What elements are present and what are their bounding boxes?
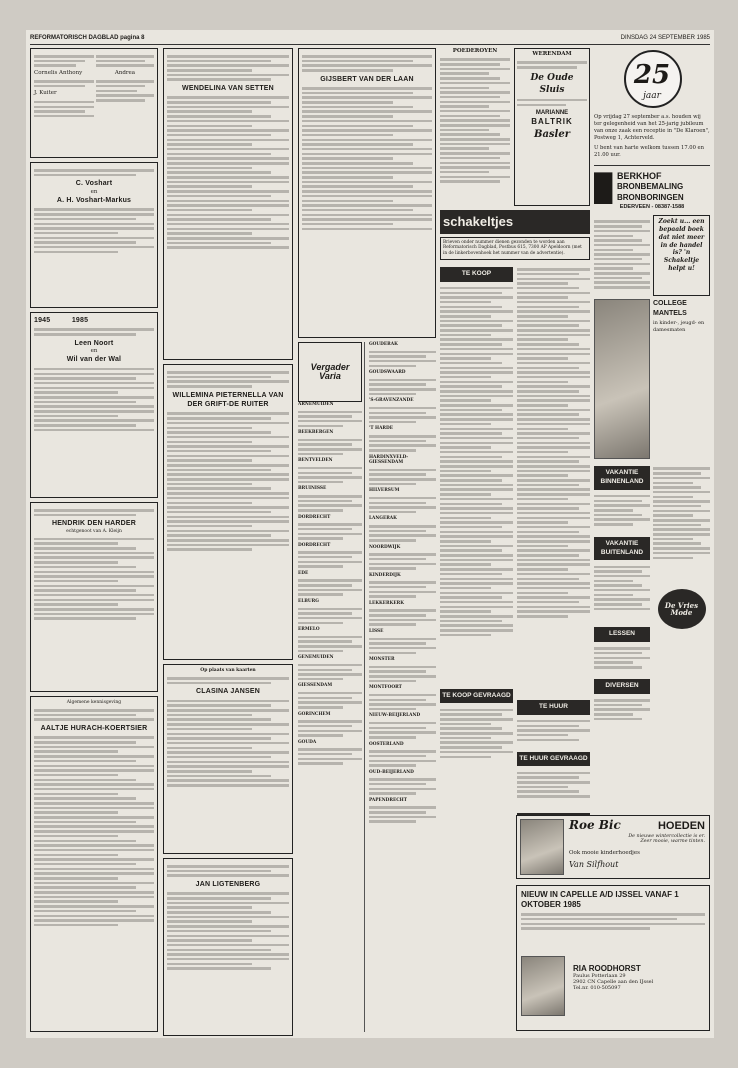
notice-box-laan — [298, 48, 436, 338]
berkhof-b-icon: █ — [594, 171, 613, 202]
schakeltjes-note: Brieven onder nummer dienen gezonden te worden aan Reformatorisch Dagblad, Postbus 615, 7300 AP Apeldoorn (met in de linkerbovenhoek het nummer van de advertentie). — [440, 237, 590, 260]
berkhof-name: BERKHOF — [617, 171, 662, 182]
church-service-entry — [369, 398, 436, 423]
berkhof-place: EDERVEEN - 08387-1588 — [619, 203, 685, 210]
berkhof-ad — [594, 165, 710, 204]
notice-box-harder — [30, 502, 158, 692]
church-place: OUD-BEIJERLAND — [369, 769, 414, 775]
church-place: BRUINISSE — [298, 486, 327, 492]
church-place: 'S-GRAVENZANDE — [369, 398, 414, 404]
jubileum-welcome: U bent van harte welkom tussen 17.00 en 21.00 uur. — [594, 145, 704, 159]
church-place: MONTFOORT — [369, 685, 402, 691]
column-church-services — [298, 48, 436, 1038]
church-place: OOSTERLAND — [369, 741, 404, 747]
marianne-logo: MARIANNE — [535, 110, 569, 117]
church-service-entry — [369, 629, 436, 654]
church-place: GOUDSWAARD — [369, 370, 406, 376]
church-place: 'T HARDE — [369, 426, 393, 432]
zoekt-ad: Zoekt u... een bepaald boek dat niet meer in de handel is? 'n Schakeltje helpt u! — [653, 215, 710, 296]
classified-col-a — [440, 263, 513, 873]
church-place: GORINCHEM — [298, 711, 331, 717]
church-place: PAPENDRECHT — [369, 797, 407, 803]
church-place: LISSE — [369, 628, 384, 634]
church-service-entry — [369, 545, 436, 570]
basler-logo: Basler — [534, 128, 570, 140]
capelle-ad — [516, 885, 710, 1031]
church-place: ARNEMUIDEN — [298, 402, 334, 407]
notice-box-voshart — [30, 162, 158, 308]
church-list-extra — [440, 48, 510, 206]
church-service-entry — [369, 657, 436, 682]
church-place: GOUDERAK — [369, 342, 398, 347]
church-service-entry — [298, 655, 362, 680]
church-list-right — [369, 342, 436, 1032]
classified-col-b — [517, 263, 590, 873]
notice-sub: en — [90, 348, 98, 355]
jubileum-word: jaar — [643, 91, 661, 101]
church-service-entry — [369, 342, 436, 367]
category-te-huur: TE HUUR — [517, 700, 590, 715]
notice-sub: en — [90, 188, 98, 195]
church-service-entry — [298, 599, 362, 624]
church-service-entry — [369, 573, 436, 598]
ria-tel: Tel.nr. 010-505097 — [573, 985, 621, 991]
church-service-entry — [298, 515, 362, 540]
notice-title: WILLEMINA PIETERNELLA VAN DER GRIFT-DE RUITER — [172, 391, 284, 408]
notice-name: Andrea — [114, 69, 136, 76]
notice-title: A. H. Voshart-Markus — [56, 197, 132, 205]
church-place: DORDRECHT — [298, 514, 331, 520]
church-service-entry — [369, 426, 436, 451]
church-place: HARDINXVELD-GIESSENDAM — [369, 454, 409, 466]
notice-name: J. Kuiter — [34, 90, 57, 97]
baltrik-logo: BALTRIK — [531, 117, 573, 127]
capelle-title: NIEUW IN CAPELLE A/D IJSSEL VANAF 1 OKTOBER 1985 — [521, 890, 679, 909]
classified-col-c — [594, 215, 650, 296]
notice-sub: echtgenoot van A. Kleijn — [66, 528, 122, 534]
oude-sluis-logo: De Oude Sluis — [530, 72, 574, 95]
column-family-notices-2 — [163, 48, 293, 1038]
church-service-listing — [298, 342, 436, 1032]
hoeden-ad — [516, 815, 710, 879]
church-place: GOUDA — [298, 739, 317, 745]
college-mantels-title: COLLEGE MANTELS — [653, 300, 687, 317]
notice-title: HENDRIK DEN HARDER — [51, 520, 137, 528]
notice-sub: Algemene kennisgeving — [66, 700, 122, 705]
hoeden-kinder: Ook mooie kinderhoedjes — [569, 850, 640, 856]
church-service-entry — [298, 683, 362, 708]
devries-logo: De Vries Mode — [658, 589, 706, 629]
church-place: NIEUW-BEIJERLAND — [369, 713, 421, 719]
roebic-logo: Roe Bic — [569, 818, 621, 832]
devries-ad — [653, 462, 710, 730]
notice-title: Wil van der Wal — [66, 356, 122, 364]
notice-title: JAN LIGTENBERG — [195, 880, 261, 888]
college-mantels-sub: in kinder-, jeugd- en damesmaten — [653, 320, 705, 333]
church-service-entry — [298, 712, 362, 737]
church-service-entry — [369, 601, 436, 626]
notice-title: Leen Noort — [74, 339, 114, 347]
church-place: GENEMUIDEN — [298, 655, 334, 661]
church-service-entry — [298, 402, 362, 427]
notice-title: WENDELINA VAN SETTEN — [182, 84, 274, 92]
category-te-koop: TE KOOP — [440, 267, 513, 282]
church-place: MONSTER — [369, 657, 395, 663]
ad-heading: WERENDAM — [532, 51, 572, 57]
header-right: DINSDAG 24 SEPTEMBER 1985 — [620, 35, 710, 41]
hoeden-sub: De nieuwe wintercollectie is er. Zeer mooie, warme tinten. — [628, 834, 705, 844]
college-ad-row — [594, 299, 710, 459]
church-place: ERMELO — [298, 627, 320, 633]
classified-columns — [440, 263, 590, 873]
category-te-koop-gevraagd: TE KOOP GEVRAAGD — [440, 689, 513, 704]
header-left: REFORMATORISCH DAGBLAD pagina 8 — [30, 35, 145, 41]
column-family-notices-1 — [30, 48, 158, 1038]
notice-title: C. Voshart — [75, 180, 113, 188]
notice-pre: Op plaats van kaarten — [200, 668, 256, 673]
woman-hat-photo — [594, 299, 650, 459]
church-place: LANGERAK — [369, 516, 397, 522]
jubileum-emblem — [594, 48, 710, 114]
hat-photo — [520, 819, 564, 875]
church-place: GIESSENDAM — [298, 683, 333, 689]
notice-title: CLASINA JANSEN — [196, 688, 260, 696]
ria-photo — [521, 956, 565, 1016]
vakantie-row — [594, 462, 710, 730]
ria-name: RIA ROODHORST — [573, 964, 641, 973]
notice-box-anthony — [30, 48, 158, 158]
church-service-entry — [369, 798, 436, 823]
notice-box-noort — [30, 312, 158, 498]
category-vakantie-buitenland: VAKANTIE BUITENLAND — [594, 537, 650, 561]
church-service-entry — [369, 685, 436, 710]
church-service-entry — [369, 770, 436, 795]
notice-box-hurach — [30, 696, 158, 1032]
notice-box-jansen — [163, 664, 293, 854]
shop-ads-row — [440, 48, 590, 206]
church-service-entry — [369, 455, 436, 486]
church-service-entry — [298, 458, 362, 483]
silfhout-name: Van Silfhout — [569, 860, 619, 869]
church-place: KINDERDIJK — [369, 572, 401, 578]
church-place: DORDRECHT — [298, 542, 331, 548]
jubileum-number: 25 — [633, 60, 671, 90]
church-service-entry — [298, 627, 362, 652]
page-header — [30, 33, 710, 45]
church-service-entry — [298, 486, 362, 511]
hoeden-title: HOEDEN — [657, 820, 705, 832]
notice-title: GIJSBERT VAN DER LAAN — [320, 75, 414, 83]
church-place: NOORDWIJK — [369, 544, 401, 550]
church-service-entry — [369, 713, 436, 738]
notice-years: 1945 1985 — [34, 317, 89, 324]
jubileum-text: Op vrijdag 27 september a.s. houden wij ter gelegenheid van het 25-jarig jubileum van onze zaak een receptie in "De Klaroen", Postweg 1, Achterveld. — [594, 114, 710, 142]
church-service-entry — [298, 571, 362, 596]
church-place: ELBURG — [298, 598, 319, 604]
ads-split — [594, 215, 710, 296]
classified-col-d — [594, 462, 650, 730]
church-place: BENTVELDEN — [298, 458, 333, 464]
church-place: BEEKBERGEN — [298, 430, 334, 436]
church-service-entry — [369, 742, 436, 767]
church-list-left — [298, 342, 365, 1032]
church-service-entry — [298, 740, 362, 765]
church-service-entry — [369, 488, 436, 513]
newspaper-page — [26, 30, 714, 1038]
church-place: LEKKERKERK — [369, 600, 404, 606]
notice-box-ligtenberg — [163, 858, 293, 1036]
werendam-ad — [514, 48, 590, 206]
notice-name: Cornelis Anthony — [34, 69, 83, 76]
berkhof-line2: BRONBEMALING — [617, 182, 684, 192]
ria-city: 2902 CN Capelle aan den IJssel — [573, 979, 654, 985]
category-te-huur-gevraagd: TE HUUR GEVRAAGD — [517, 752, 590, 767]
schakeltjes-banner — [440, 210, 590, 234]
notice-box-setten — [163, 48, 293, 360]
category-lessen: LESSEN — [594, 627, 650, 642]
church-place: EDE — [298, 570, 309, 576]
church-service-entry — [298, 543, 362, 568]
category-diversen: DIVERSEN — [594, 679, 650, 694]
berkhof-line3: BRONBORINGEN — [617, 193, 684, 203]
schakeltjes-title: schakeltjes — [443, 214, 514, 229]
church-place: HILVERSUM — [369, 488, 400, 494]
church-heading: POEDEROYEN — [452, 48, 498, 54]
notice-box-ruiter — [163, 364, 293, 660]
church-service-entry — [369, 370, 436, 395]
church-service-entry — [369, 516, 436, 541]
category-vakantie-binnenland: VAKANTIE BINNENLAND — [594, 466, 650, 490]
church-service-entry — [298, 430, 362, 455]
vergader-varia-logo: Vergader Varia — [298, 342, 362, 402]
notice-title: AALTJE HURACH-KOERTSIER — [40, 724, 148, 732]
ria-address: Paulus Potterlaan 29 — [573, 973, 626, 979]
